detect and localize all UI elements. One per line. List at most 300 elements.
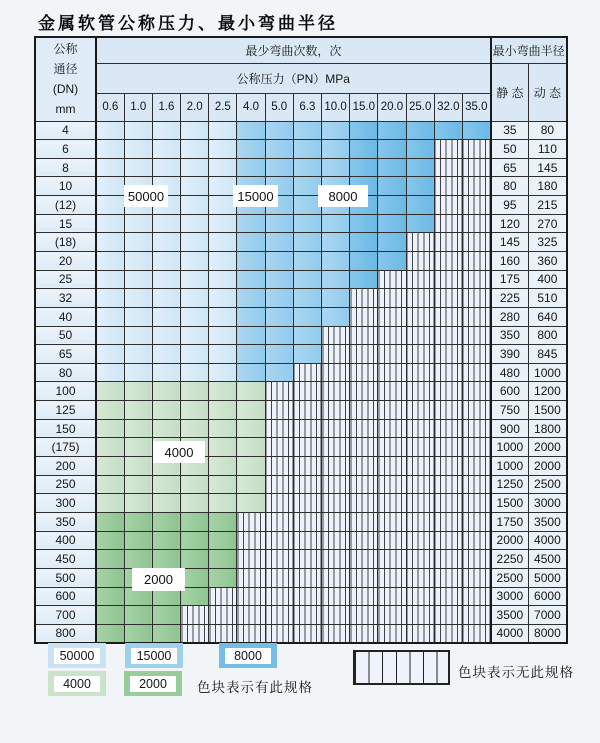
spec-cell	[124, 550, 152, 569]
table-row	[35, 494, 567, 513]
no-spec-cell	[434, 382, 462, 401]
table-row	[35, 158, 567, 177]
spec-cell	[322, 233, 350, 252]
spec-cell	[293, 251, 321, 270]
spec-cell	[209, 401, 237, 420]
pressure-col-header: 1.0	[124, 93, 152, 121]
spec-cell	[181, 345, 209, 364]
spec-cell	[350, 214, 378, 233]
spec-cell	[181, 196, 209, 215]
no-spec-cell	[181, 606, 209, 625]
spec-cell	[96, 140, 124, 159]
no-spec-cell	[378, 382, 406, 401]
spec-cell	[96, 587, 124, 606]
no-spec-cell	[293, 475, 321, 494]
no-spec-cell	[293, 494, 321, 513]
spec-cell	[152, 475, 180, 494]
spec-cell	[124, 345, 152, 364]
dn-value: 80	[35, 363, 96, 382]
no-spec-cell	[406, 382, 434, 401]
dn-header-line: mm	[55, 102, 76, 117]
spec-cell	[152, 289, 180, 308]
cycle-count-label-4000: 4000	[153, 441, 205, 463]
no-spec-cell	[434, 177, 462, 196]
legend-swatch-label: 4000	[54, 676, 100, 692]
no-spec-cell	[406, 251, 434, 270]
dn-value: 8	[35, 158, 96, 177]
no-spec-cell	[378, 457, 406, 476]
pressure-col-header: 20.0	[378, 93, 406, 121]
no-spec-cell	[406, 233, 434, 252]
no-spec-cell	[293, 382, 321, 401]
spec-cell	[434, 121, 462, 140]
spec-cell	[237, 345, 265, 364]
spec-cell	[237, 307, 265, 326]
spec-cell	[209, 550, 237, 569]
spec-cell	[124, 214, 152, 233]
dynamic-radius-value: 325	[529, 233, 567, 252]
no-spec-cell	[265, 382, 293, 401]
no-spec-cell	[293, 401, 321, 420]
no-spec-cell	[462, 214, 490, 233]
no-spec-cell	[434, 251, 462, 270]
spec-cell	[152, 494, 180, 513]
spec-cell	[350, 158, 378, 177]
spec-cell	[152, 531, 180, 550]
spec-cell	[152, 512, 180, 531]
legend-swatch-label: 2000	[130, 676, 176, 692]
spec-cell	[209, 289, 237, 308]
spec-cell	[265, 307, 293, 326]
dynamic-radius-value: 3500	[529, 512, 567, 531]
no-spec-cell	[350, 512, 378, 531]
table-row	[35, 382, 567, 401]
static-radius-value: 3500	[491, 606, 529, 625]
no-spec-cell	[462, 419, 490, 438]
spec-cell	[237, 326, 265, 345]
spec-cell	[209, 512, 237, 531]
no-spec-cell	[293, 419, 321, 438]
no-spec-cell	[406, 363, 434, 382]
legend-swatch-label: 8000	[225, 648, 271, 664]
dn-value: (18)	[35, 233, 96, 252]
spec-cell	[181, 307, 209, 326]
no-spec-cell	[462, 270, 490, 289]
no-spec-cell	[434, 438, 462, 457]
no-spec-cell	[350, 624, 378, 643]
no-spec-cell	[322, 531, 350, 550]
spec-cell	[96, 233, 124, 252]
table-row	[35, 177, 567, 196]
spec-cell	[124, 270, 152, 289]
dynamic-radius-value: 1000	[529, 363, 567, 382]
dynamic-header: 动 态	[529, 63, 567, 121]
spec-cell	[237, 382, 265, 401]
spec-cell	[96, 401, 124, 420]
spec-cell	[181, 401, 209, 420]
static-radius-value: 120	[491, 214, 529, 233]
dn-value: 150	[35, 419, 96, 438]
no-spec-cell	[378, 494, 406, 513]
spec-cell	[237, 233, 265, 252]
spec-cell	[152, 419, 180, 438]
no-spec-cell	[378, 270, 406, 289]
no-spec-cell	[434, 289, 462, 308]
no-spec-cell	[434, 512, 462, 531]
no-spec-cell	[378, 345, 406, 364]
no-spec-cell	[406, 345, 434, 364]
pressure-col-header: 4.0	[237, 93, 265, 121]
static-radius-value: 225	[491, 289, 529, 308]
spec-cell	[293, 214, 321, 233]
no-spec-cell	[434, 363, 462, 382]
no-spec-cell	[350, 363, 378, 382]
spec-cell	[181, 531, 209, 550]
no-spec-cell	[350, 438, 378, 457]
no-spec-cell	[265, 419, 293, 438]
spec-cell	[181, 251, 209, 270]
no-spec-cell	[462, 363, 490, 382]
legend-no-spec-swatch	[353, 650, 450, 685]
legend-swatch-label: 15000	[131, 648, 177, 664]
no-spec-cell	[265, 550, 293, 569]
spec-cell	[96, 494, 124, 513]
dn-value: 600	[35, 587, 96, 606]
spec-cell	[322, 307, 350, 326]
spec-cell	[96, 382, 124, 401]
spec-cell	[124, 606, 152, 625]
no-spec-cell	[462, 550, 490, 569]
dynamic-radius-value: 1800	[529, 419, 567, 438]
spec-cell	[322, 158, 350, 177]
dn-value: 100	[35, 382, 96, 401]
no-spec-cell	[265, 401, 293, 420]
dynamic-radius-value: 845	[529, 345, 567, 364]
dn-value: 20	[35, 251, 96, 270]
static-radius-value: 1500	[491, 494, 529, 513]
dn-value: 4	[35, 121, 96, 140]
dn-value: 40	[35, 307, 96, 326]
static-radius-value: 2000	[491, 531, 529, 550]
dn-value: 500	[35, 568, 96, 587]
spec-cell	[181, 214, 209, 233]
no-spec-cell	[322, 438, 350, 457]
no-spec-cell	[378, 289, 406, 308]
no-spec-cell	[265, 531, 293, 550]
spec-cell	[209, 121, 237, 140]
static-radius-value: 175	[491, 270, 529, 289]
no-spec-cell	[265, 512, 293, 531]
spec-cell	[181, 382, 209, 401]
spec-cell	[378, 121, 406, 140]
spec-cell	[152, 345, 180, 364]
no-spec-cell	[434, 345, 462, 364]
no-spec-cell	[406, 550, 434, 569]
no-spec-cell	[322, 587, 350, 606]
header-row-2	[35, 63, 567, 93]
spec-cell	[152, 624, 180, 643]
no-spec-cell	[322, 419, 350, 438]
spec-cell	[209, 363, 237, 382]
dynamic-radius-value: 800	[529, 326, 567, 345]
dn-value: 125	[35, 401, 96, 420]
spec-cell	[237, 363, 265, 382]
spec-cell	[96, 196, 124, 215]
no-spec-cell	[434, 270, 462, 289]
spec-cell	[293, 158, 321, 177]
no-spec-cell	[378, 326, 406, 345]
no-spec-cell	[350, 289, 378, 308]
dn-value: 65	[35, 345, 96, 364]
spec-cell	[237, 270, 265, 289]
dynamic-radius-value: 1500	[529, 401, 567, 420]
spec-cell	[181, 233, 209, 252]
spec-cell	[322, 270, 350, 289]
spec-cell	[181, 363, 209, 382]
no-spec-cell	[406, 512, 434, 531]
no-spec-cell	[462, 457, 490, 476]
header-row-3	[35, 93, 567, 121]
spec-cell	[265, 233, 293, 252]
dynamic-radius-value: 1200	[529, 382, 567, 401]
spec-cell	[96, 289, 124, 308]
no-spec-cell	[350, 345, 378, 364]
spec-cell	[293, 270, 321, 289]
spec-cell	[265, 158, 293, 177]
no-spec-cell	[434, 587, 462, 606]
spec-cell	[209, 568, 237, 587]
legend-swatch-15000	[125, 643, 183, 668]
static-radius-value: 390	[491, 345, 529, 364]
dynamic-radius-value: 7000	[529, 606, 567, 625]
spec-cell	[237, 494, 265, 513]
no-spec-cell	[237, 531, 265, 550]
dynamic-radius-value: 4500	[529, 550, 567, 569]
spec-cell	[124, 624, 152, 643]
spec-cell	[96, 568, 124, 587]
no-spec-cell	[434, 457, 462, 476]
static-radius-value: 2250	[491, 550, 529, 569]
no-spec-cell	[322, 457, 350, 476]
dn-value: 450	[35, 550, 96, 569]
spec-cell	[237, 289, 265, 308]
no-spec-cell	[265, 475, 293, 494]
no-spec-cell	[434, 475, 462, 494]
dynamic-radius-value: 80	[529, 121, 567, 140]
dynamic-radius-value: 8000	[529, 624, 567, 643]
static-radius-value: 350	[491, 326, 529, 345]
spec-cell	[209, 158, 237, 177]
no-spec-cell	[378, 512, 406, 531]
table-row	[35, 270, 567, 289]
no-spec-cell	[434, 494, 462, 513]
spec-cell	[293, 326, 321, 345]
no-spec-cell	[406, 457, 434, 476]
spec-cell	[293, 121, 321, 140]
no-spec-cell	[350, 419, 378, 438]
static-radius-value: 35	[491, 121, 529, 140]
pressure-col-header: 35.0	[462, 93, 490, 121]
spec-cell	[350, 140, 378, 159]
pressure-col-header: 5.0	[265, 93, 293, 121]
spec-cell	[293, 345, 321, 364]
no-spec-cell	[293, 438, 321, 457]
no-spec-cell	[378, 624, 406, 643]
no-spec-cell	[462, 624, 490, 643]
no-spec-cell	[462, 177, 490, 196]
static-radius-value: 3000	[491, 587, 529, 606]
spec-cell	[124, 512, 152, 531]
pressure-col-header: 2.5	[209, 93, 237, 121]
spec-cell	[181, 475, 209, 494]
spec-cell	[181, 550, 209, 569]
static-radius-value: 1000	[491, 457, 529, 476]
no-spec-cell	[322, 606, 350, 625]
spec-cell	[124, 289, 152, 308]
spec-cell	[152, 307, 180, 326]
no-spec-cell	[350, 587, 378, 606]
no-spec-cell	[237, 624, 265, 643]
pressure-col-header: 32.0	[434, 93, 462, 121]
spec-cell	[378, 251, 406, 270]
no-spec-cell	[378, 550, 406, 569]
no-spec-cell	[350, 326, 378, 345]
no-spec-cell	[293, 531, 321, 550]
dynamic-radius-value: 5000	[529, 568, 567, 587]
spec-cell	[322, 140, 350, 159]
no-spec-cell	[406, 326, 434, 345]
dynamic-radius-value: 510	[529, 289, 567, 308]
dn-value: 6	[35, 140, 96, 159]
spec-cell	[152, 326, 180, 345]
spec-cell	[322, 289, 350, 308]
spec-cell	[181, 326, 209, 345]
static-radius-value: 50	[491, 140, 529, 159]
spec-cell	[181, 121, 209, 140]
spec-cell	[237, 140, 265, 159]
cycle-count-label-15000: 15000	[233, 185, 278, 207]
spec-cell	[209, 270, 237, 289]
static-radius-value: 1250	[491, 475, 529, 494]
table-row	[35, 624, 567, 643]
spec-cell	[181, 177, 209, 196]
dynamic-radius-value: 180	[529, 177, 567, 196]
no-spec-cell	[293, 606, 321, 625]
static-radius-value: 160	[491, 251, 529, 270]
spec-cell	[406, 121, 434, 140]
spec-cell	[378, 158, 406, 177]
dynamic-radius-value: 145	[529, 158, 567, 177]
no-spec-cell	[293, 587, 321, 606]
spec-cell	[96, 270, 124, 289]
spec-cell	[237, 401, 265, 420]
no-spec-cell	[350, 494, 378, 513]
spec-cell	[209, 307, 237, 326]
no-spec-cell	[209, 624, 237, 643]
no-spec-cell	[434, 606, 462, 625]
legend-swatch-2000	[124, 671, 182, 696]
no-spec-cell	[462, 289, 490, 308]
pressure-col-header: 25.0	[406, 93, 434, 121]
spec-cell	[265, 140, 293, 159]
spec-cell	[322, 251, 350, 270]
no-spec-cell	[322, 382, 350, 401]
no-spec-cell	[322, 475, 350, 494]
spec-cell	[406, 158, 434, 177]
dn-header-line: 公称	[53, 42, 78, 57]
no-spec-cell	[237, 606, 265, 625]
spec-cell	[124, 457, 152, 476]
dynamic-radius-value: 270	[529, 214, 567, 233]
pressure-col-header: 1.6	[152, 93, 180, 121]
spec-cell	[265, 270, 293, 289]
spec-cell	[181, 158, 209, 177]
no-spec-cell	[322, 401, 350, 420]
spec-cell	[265, 345, 293, 364]
dn-value: 400	[35, 531, 96, 550]
dn-value: 10	[35, 177, 96, 196]
no-spec-cell	[406, 419, 434, 438]
legend-has-spec-text: 色块表示有此规格	[197, 680, 313, 695]
no-spec-cell	[265, 568, 293, 587]
spec-cell	[152, 382, 180, 401]
cycle-count-label-50000: 50000	[124, 185, 168, 207]
dynamic-radius-value: 215	[529, 196, 567, 215]
spec-cell	[406, 177, 434, 196]
spec-cell	[96, 214, 124, 233]
static-radius-value: 600	[491, 382, 529, 401]
spec-cell	[293, 140, 321, 159]
spec-cell	[209, 438, 237, 457]
spec-cell	[96, 177, 124, 196]
pressure-col-header: 0.6	[96, 93, 124, 121]
spec-cell	[209, 345, 237, 364]
spec-cell	[96, 457, 124, 476]
table-row	[35, 326, 567, 345]
no-spec-cell	[462, 251, 490, 270]
no-spec-cell	[322, 568, 350, 587]
table-row	[35, 438, 567, 457]
no-spec-cell	[462, 326, 490, 345]
spec-cell	[124, 438, 152, 457]
spec-cell	[124, 382, 152, 401]
no-spec-cell	[378, 438, 406, 457]
no-spec-cell	[378, 401, 406, 420]
spec-cell	[124, 158, 152, 177]
spec-cell	[378, 196, 406, 215]
dn-header-line: 通径	[53, 62, 78, 77]
spec-cell	[124, 140, 152, 159]
table-row	[35, 587, 567, 606]
no-spec-cell	[434, 307, 462, 326]
no-spec-cell	[462, 307, 490, 326]
no-spec-cell	[293, 624, 321, 643]
dn-value: 250	[35, 475, 96, 494]
no-spec-cell	[462, 587, 490, 606]
spec-cell	[124, 251, 152, 270]
no-spec-cell	[265, 624, 293, 643]
static-radius-value: 145	[491, 233, 529, 252]
spec-cell	[237, 419, 265, 438]
spec-cell	[237, 158, 265, 177]
spec-cell	[124, 531, 152, 550]
static-radius-value: 1750	[491, 512, 529, 531]
no-spec-cell	[462, 494, 490, 513]
no-spec-cell	[293, 363, 321, 382]
spec-cell	[96, 121, 124, 140]
static-radius-value: 1000	[491, 438, 529, 457]
spec-cell	[378, 214, 406, 233]
